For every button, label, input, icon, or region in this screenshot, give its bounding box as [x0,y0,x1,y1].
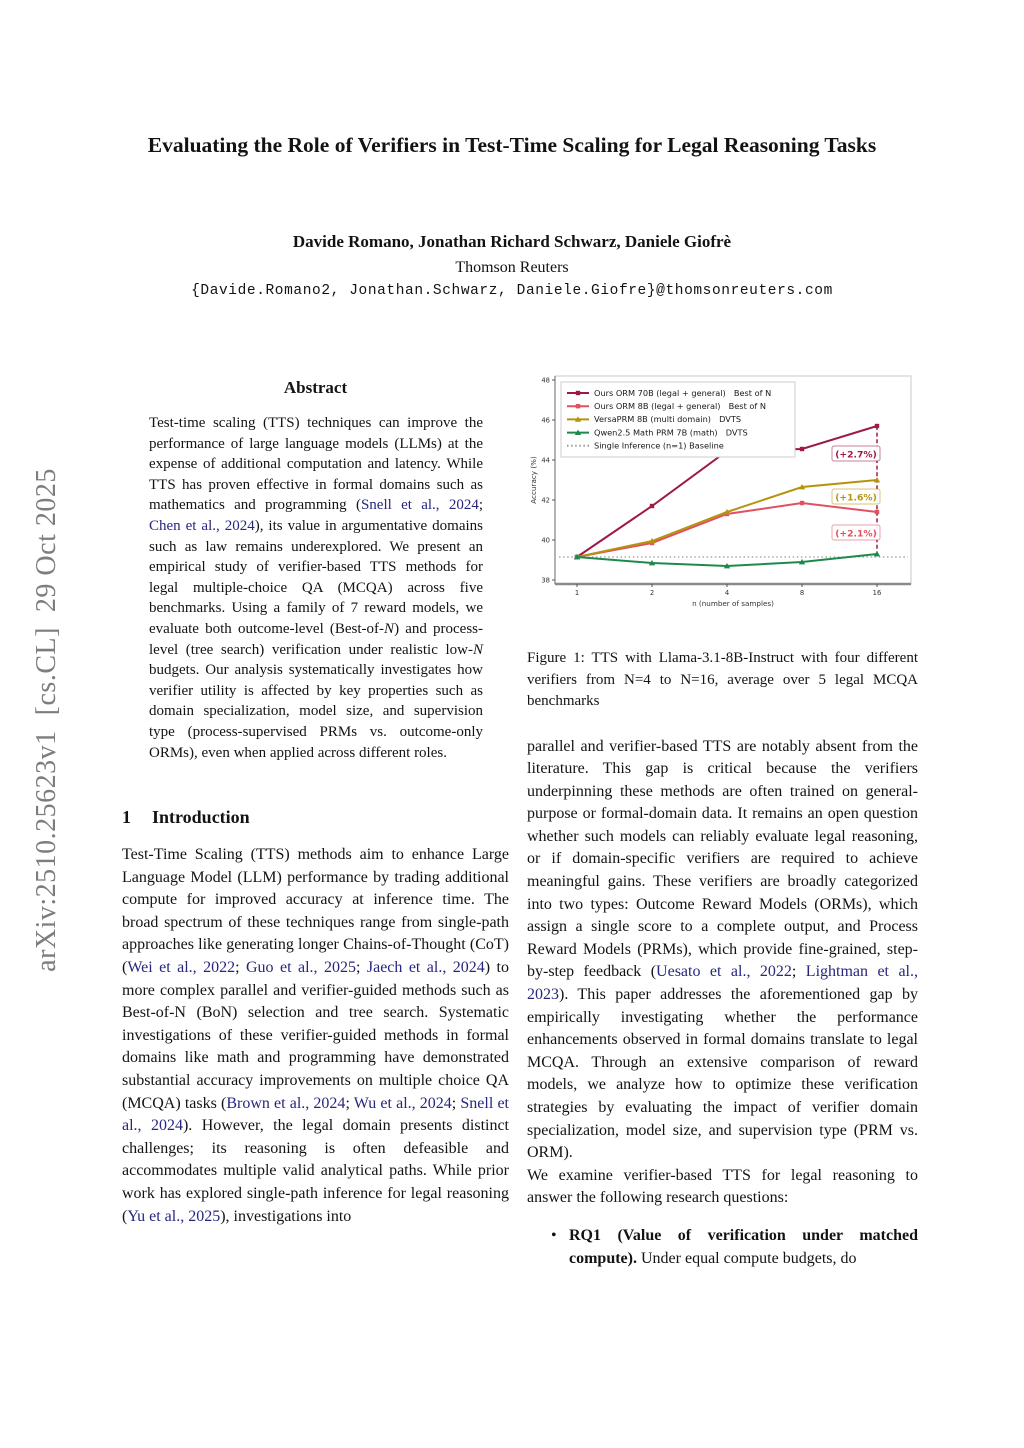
abstract-body: Test-time scaling (TTS) techniques can improve the performance of large language models (LLMs) at the expense of additional computation and latency. While TTS has proven effective in formal domains such as mathematics and programming (Snell et al., 2024; Chen et al., 2024), its value in argumentative domains such as law remains underexplored. We present an empirical study of verifier-based TTS methods for legal multiple-choice QA (MCQA) across five benchmarks. Using a family of 7 reward models, we evaluate both outcome-level (Best-of-N) and process-level (tree search) verification under realistic low-N budgets. Our analysis systematically investigates how verifier utility is affected by key properties such as domain specialization, model size, and supervision type (process-supervised PRMs vs. outcome-only ORMs), even when applied across different roles. [149,415,484,761]
svg-text:38: 38 [541,576,550,585]
figure1-caption: Figure 1: TTS with Llama-3.1-8B-Instruct with four different verifiers from N=4 to N=16, average over 5 legal MCQA benchmarks [527,650,918,709]
rq1-rest: Under equal compute budgets, do [636,1249,857,1267]
svg-text:Single Inference (n=1) Baselin: Single Inference (n=1) Baseline [594,440,724,451]
inline-math: N [384,620,395,637]
arxiv-watermark: arXiv:2510.25623v1 [cs.CL] 29 Oct 2025 [31,468,62,972]
right-column [527,372,918,1270]
citation-link[interactable]: Jaech et al., 2024 [366,959,485,977]
svg-text:(+1.6%): (+1.6%) [835,492,877,504]
paper-title: Evaluating the Role of Verifiers in Test-Time Scaling for Legal Reasoning Tasks [147,133,877,157]
svg-text:Accuracy (%): Accuracy (%) [529,456,538,504]
affiliation: Thomson Reuters [455,259,569,276]
citation-link[interactable]: Wei et al., 2022 [127,959,236,977]
section-heading-introduction [122,807,509,828]
svg-text:46: 46 [541,416,550,425]
section-number: 1 [122,807,131,828]
svg-text:4: 4 [724,589,730,597]
figure1 [527,372,918,713]
bullet-icon: • [551,1226,557,1244]
svg-text:(+2.1%): (+2.1%) [835,528,877,540]
svg-text:VersaPRM 8B (multi domain) DV: VersaPRM 8B (multi domain) DVTS [594,414,742,425]
citation-link[interactable]: Wu et al., 2024 [353,1094,452,1112]
citation-link[interactable]: Chen et al., 2024 [149,517,255,534]
introduction-paragraph: Test-Time Scaling (TTS) methods aim to enhance Large Language Model (LLM) performance by trading additional compute for improved accuracy at inference time. The broad spectrum of these techniques range from single-path approaches like generating longer Chains-of-Thought (CoT) (Wei et al., 2022; Guo et al., 2025; Jaech et al., 2024) to more complex parallel and verifier-guided methods such as Best-of-N (BoN) selection and tree search. Systematic investigations of these verifier-guided methods in formal domains like math and programming have demonstrated substantial accuracy improvements on multiple choice QA (MCQA) tasks (Brown et al., 2024; Wu et al., 2024; Snell et al., 2024). However, the legal domain presents distinct challenges; its reasoning is often defeasible and accommodates multiple valid analytical paths. While prior work has explored single-path inference for legal reasoning (Yu et al., 2025), investigations into [122,846,510,1225]
svg-text:16: 16 [872,589,882,597]
svg-text:1: 1 [574,589,580,597]
body-paragraph-1: parallel and verifier-based TTS are notably absent from the literature. This gap is critical because the verifiers underpinning these methods are often trained on general-purpose or formal-domain data. It remains an open question whether such models can reliably evaluate legal reasoning, or if domain-specific verifiers are required to achieve meaningful gains. These verifiers are broadly categorized into two types: Outcome Reward Models (ORMs), which assign a single score to a complete output, and Process Reward Models (PRMs), which provide fine-grained, step-by-step feedback (Uesato et al., 2022; Lightman et al., 2023). This paper addresses the aforementioned gap by empirically investigating whether the performance enhancements observed in formal domains translate to legal MCQA. Through an extensive comparison of reward models, we analyze how to optimize these verification strategies by evaluating the impact of verifier domain specialization, model size, and supervision type (PRM vs. ORM). [527,737,918,1162]
rq1-text [569,1225,918,1270]
citation-link[interactable]: Brown et al., 2024 [226,1094,346,1112]
citation-link[interactable]: Yu et al., 2025 [127,1207,221,1225]
svg-text:Ours ORM 8B (legal + general): Ours ORM 8B (legal + general) Best of N [594,401,767,411]
research-question-rq1 [527,1225,918,1270]
citation-link[interactable]: Snell et al., 2024 [122,1094,510,1135]
author-emails: {Davide.Romano2, Jonathan.Schwarz, Daniele.Giofre}@thomsonreuters.com [191,283,833,299]
left-column [122,378,509,1228]
body-paragraph-2: We examine verifier-based TTS for legal reasoning to answer the following research questions: [527,1166,918,1207]
section-label: Introduction [152,807,250,828]
svg-text:(+2.7%): (+2.7%) [835,449,877,461]
svg-text:Ours ORM 70B (legal + general): Ours ORM 70B (legal + general) Best of N [594,387,772,398]
svg-text:40: 40 [541,536,550,545]
rq1-bold: RQ1 (Value of verification under matched compute). [569,1226,918,1267]
svg-text:Qwen2.5 Math PRM 7B (math) DV: Qwen2.5 Math PRM 7B (math) DVTS [594,427,748,438]
svg-text:44: 44 [541,456,550,465]
author-list: Davide Romano, Jonathan Richard Schwarz, Daniele Giofrè [292,232,732,251]
svg-text:n (number of samples): n (number of samples) [692,599,774,608]
figure1-chart [527,372,918,617]
citation-link[interactable]: Snell et al., 2024 [360,497,479,514]
citation-link[interactable]: Uesato et al., 2022 [656,963,792,981]
citation-link[interactable]: Lightman et al., 2023 [527,963,918,1004]
citation-link[interactable]: Guo et al., 2025 [246,959,356,977]
svg-text:48: 48 [541,376,550,385]
inline-math: N [472,641,483,658]
abstract-heading: Abstract [283,378,348,397]
svg-text:2: 2 [649,589,655,597]
svg-text:42: 42 [541,496,550,505]
svg-text:8: 8 [799,589,805,597]
